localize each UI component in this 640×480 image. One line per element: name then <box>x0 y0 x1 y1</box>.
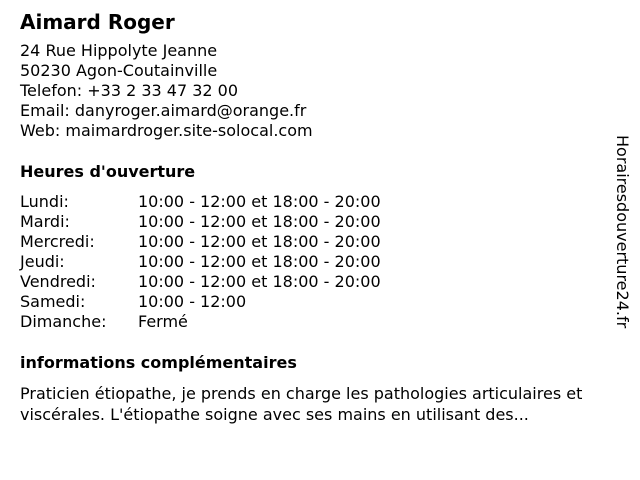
day-label: Dimanche: <box>20 312 107 331</box>
website-line: Web: maimardroger.site-solocal.com <box>20 121 313 140</box>
opening-hours-heading: Heures d'ouverture <box>20 162 196 181</box>
day-label: Mardi: <box>20 212 70 231</box>
email-line: Email: danyroger.aimard@orange.fr <box>20 101 307 120</box>
day-label: Lundi: <box>20 192 69 211</box>
business-name: Aimard Roger <box>20 10 175 34</box>
time-range: 10:00 - 12:00 et 18:00 - 20:00 <box>138 192 381 211</box>
address-city: 50230 Agon-Coutainville <box>20 61 218 80</box>
hours-row-monday <box>20 192 610 212</box>
business-card <box>20 9 610 425</box>
site-watermark <box>611 135 633 371</box>
time-range: 10:00 - 12:00 et 18:00 - 20:00 <box>138 252 381 271</box>
watermark-text: Horairesdouverture24.fr <box>613 135 632 329</box>
opening-hours-table <box>20 192 610 332</box>
hours-row-sunday <box>20 312 610 332</box>
address-street: 24 Rue Hippolyte Jeanne <box>20 41 218 60</box>
hours-row-saturday <box>20 292 610 312</box>
time-range: 10:00 - 12:00 et 18:00 - 20:00 <box>138 272 381 291</box>
hours-row-tuesday <box>20 212 610 232</box>
hours-row-wednesday <box>20 232 610 252</box>
hours-row-friday <box>20 272 610 292</box>
day-label: Vendredi: <box>20 272 96 291</box>
hours-row-thursday <box>20 252 610 272</box>
time-range: 10:00 - 12:00 et 18:00 - 20:00 <box>138 232 381 251</box>
day-label: Mercredi: <box>20 232 95 251</box>
day-label: Samedi: <box>20 292 86 311</box>
phone-line: Telefon: +33 2 33 47 32 00 <box>20 81 239 100</box>
day-label: Jeudi: <box>20 252 65 271</box>
time-range: 10:00 - 12:00 <box>138 292 247 311</box>
additional-info-text: Praticien étiopathe, je prends en charge les pathologies articulaires et viscérales. L'étiopathe soigne avec ses mains en utilisant des... <box>20 384 583 424</box>
time-range: 10:00 - 12:00 et 18:00 - 20:00 <box>138 212 381 231</box>
additional-info-heading: informations complémentaires <box>20 353 297 372</box>
time-range: Fermé <box>138 312 188 331</box>
